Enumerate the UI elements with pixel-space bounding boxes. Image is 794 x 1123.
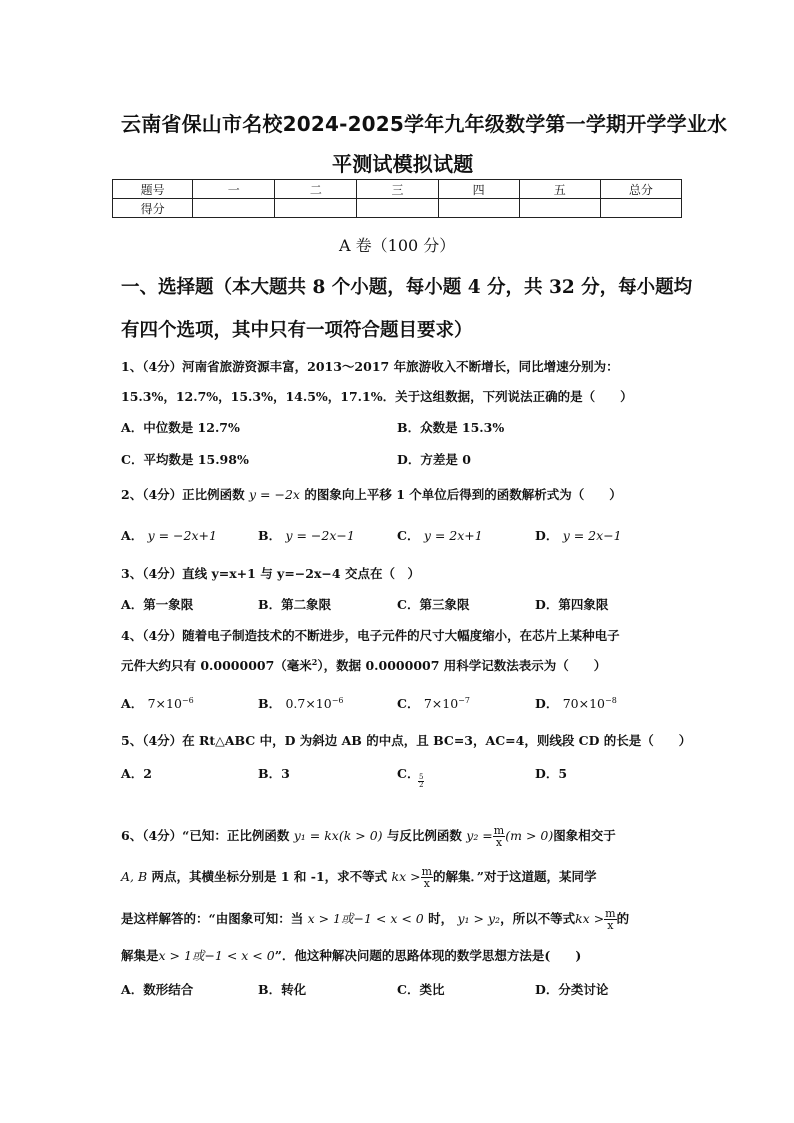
score-table-header-row bbox=[113, 180, 682, 199]
part1-heading-line2: 有四个选项，其中只有一项符合题目要求） bbox=[121, 320, 473, 341]
q4-option-d-base: 70×10 bbox=[562, 696, 605, 711]
q6-l1-b: 与反比例函数 bbox=[386, 828, 462, 843]
q4-option-b-exp: −6 bbox=[331, 695, 344, 705]
q4-option-c-exp: −7 bbox=[458, 695, 470, 705]
q6-frac2-den: x bbox=[423, 877, 430, 890]
score-input-cell[interactable] bbox=[193, 199, 275, 218]
q2-expression: y = −2x bbox=[249, 487, 300, 502]
q6-frac2-num: m bbox=[421, 865, 433, 878]
q6-y-compare: y₁ > y₂ bbox=[457, 911, 501, 926]
q4-option-c-label: C． bbox=[397, 696, 420, 711]
q4-option-d-exp: −8 bbox=[605, 695, 617, 705]
q6-l2-a: 两点，其横坐标分别是 1 和 -1，求不等式 bbox=[151, 869, 388, 884]
q6-l1-a: 6、（4分）“已知：正比例函数 bbox=[121, 828, 290, 843]
q6-option-d[interactable]: D．分类讨论 bbox=[535, 982, 609, 997]
q1-text-line1: 1、（4分）河南省旅游资源丰富，2013～2017 年旅游收入不断增长，同比增速分别为： bbox=[121, 359, 619, 374]
q5-option-a[interactable]: A．2 bbox=[121, 766, 152, 781]
q4-option-c[interactable] bbox=[397, 694, 470, 712]
q2-option-c-label: C． bbox=[397, 528, 420, 543]
q6-option-c[interactable]: C．类比 bbox=[397, 982, 445, 997]
q6-text-line4 bbox=[121, 946, 581, 964]
q4-option-d-label: D． bbox=[535, 696, 559, 711]
q5-option-d[interactable]: D．5 bbox=[535, 766, 568, 781]
q5-fraction-den: 2 bbox=[419, 781, 424, 789]
q6-text-line1 bbox=[121, 822, 616, 850]
q6-kx-1: kx > bbox=[391, 869, 421, 884]
q6-ab: A, B bbox=[121, 869, 148, 884]
q2-option-d-label: D． bbox=[535, 528, 559, 543]
q5-option-c[interactable]: C． bbox=[397, 766, 420, 781]
q6-l2-b: 的解集．”对于这道题，某同学 bbox=[433, 869, 597, 884]
score-input-cell[interactable] bbox=[357, 199, 438, 218]
q4-line2-a: 元件大约只有 0.0000007（毫米 bbox=[121, 658, 312, 673]
score-header-cell: 一 bbox=[193, 180, 275, 199]
q2-option-d-expr: y = 2x−1 bbox=[562, 528, 622, 543]
q4-text-line1: 4、（4分）随着电子制造技术的不断进步，电子元件的尺寸大幅度缩小，在芯片上某种电子 bbox=[121, 628, 620, 643]
score-input-cell[interactable] bbox=[275, 199, 357, 218]
q6-l3-d: 的 bbox=[616, 911, 630, 926]
score-header-cell: 四 bbox=[438, 180, 519, 199]
q6-l1-c: 图象相交于 bbox=[553, 828, 616, 843]
q2-option-a-expr: y = −2x+1 bbox=[147, 528, 217, 543]
score-header-cell: 题号 bbox=[113, 180, 193, 199]
q6-option-a[interactable]: A．数形结合 bbox=[121, 982, 194, 997]
q5-fraction-num: 5 bbox=[419, 773, 424, 781]
doc-title-line2: 平测试模拟试题 bbox=[332, 152, 474, 176]
q6-y1-expr: y₁ = kx(k > 0) bbox=[293, 828, 383, 843]
q2-option-c-expr: y = 2x+1 bbox=[423, 528, 483, 543]
q2-suffix: 的图象向上平移 1 个单位后得到的函数解析式为（ ） bbox=[304, 487, 622, 502]
q5-text: 5、（4分）在 Rt△ABC 中，D 为斜边 AB 的中点，且 BC=3，AC=4，则线段 CD 的长是（ ） bbox=[121, 733, 692, 748]
q1-option-b[interactable]: B．众数是 15.3% bbox=[397, 420, 505, 435]
score-input-cell[interactable] bbox=[600, 199, 681, 218]
score-header-cell: 二 bbox=[275, 180, 357, 199]
score-table-score-row bbox=[113, 199, 682, 218]
q6-l4-b: ”．他这种解决问题的思路体现的数学思想方法是( ) bbox=[274, 948, 582, 963]
q3-option-c[interactable]: C．第三象限 bbox=[397, 597, 470, 612]
q4-superscript: 2 bbox=[311, 656, 318, 667]
score-input-cell[interactable] bbox=[519, 199, 600, 218]
q4-option-b-base: 0.7×10 bbox=[285, 696, 332, 711]
q6-text-line3 bbox=[121, 905, 629, 933]
q6-solution: x > 1或−1 < x < 0 bbox=[158, 948, 275, 963]
q2-option-b-label: B． bbox=[258, 528, 282, 543]
q4-option-c-base: 7×10 bbox=[423, 696, 459, 711]
q6-frac3-num: m bbox=[605, 907, 616, 920]
q2-prefix: 2、（4分）正比例函数 bbox=[121, 487, 245, 502]
q2-option-b[interactable] bbox=[258, 526, 355, 544]
q6-frac1-num: m bbox=[493, 824, 505, 837]
q6-y2-expr: y₂ = bbox=[466, 828, 493, 843]
q6-fraction-2 bbox=[421, 866, 433, 889]
q6-kx-2: kx > bbox=[575, 911, 605, 926]
q3-option-a[interactable]: A．第一象限 bbox=[121, 597, 194, 612]
q4-line2-b: ），数据 0.0000007 用科学记数法表示为（ ） bbox=[317, 658, 607, 673]
q4-option-a-base: 7×10 bbox=[147, 696, 182, 711]
doc-title-line1: 云南省保山市名校2024-2025学年九年级数学第一学期开学学业水 bbox=[121, 112, 728, 136]
q6-fraction-1 bbox=[493, 825, 505, 848]
q3-text: 3、（4分）直线 y=x+1 与 y=−2x−4 交点在（ ） bbox=[121, 566, 420, 581]
q2-option-b-expr: y = −2x−1 bbox=[285, 528, 355, 543]
q6-l3-b: 时， bbox=[428, 911, 454, 926]
score-row-label: 得分 bbox=[113, 199, 193, 218]
q3-option-b[interactable]: B．第二象限 bbox=[258, 597, 332, 612]
q1-option-d[interactable]: D．方差是 0 bbox=[397, 452, 471, 467]
q1-option-c[interactable]: C．平均数是 15.98% bbox=[121, 452, 249, 467]
q1-text-line2: 15.3%，12.7%，15.3%，14.5%，17.1%．关于这组数据，下列说法正确的是（ ） bbox=[121, 389, 633, 404]
q6-frac3-den: x bbox=[607, 919, 614, 932]
q5-option-b[interactable]: B．3 bbox=[258, 766, 290, 781]
q2-option-a[interactable] bbox=[121, 526, 217, 544]
q4-option-b[interactable] bbox=[258, 694, 344, 712]
q6-fraction-3 bbox=[604, 908, 616, 931]
q4-option-a[interactable] bbox=[121, 694, 194, 712]
q4-option-b-label: B． bbox=[258, 696, 282, 711]
q6-l3-cond: x > 1或−1 < x < 0 bbox=[307, 911, 424, 926]
q3-option-d[interactable]: D．第四象限 bbox=[535, 597, 609, 612]
q2-option-c[interactable] bbox=[397, 526, 483, 544]
q1-option-a[interactable]: A．中位数是 12.7% bbox=[121, 420, 240, 435]
q4-option-d[interactable] bbox=[535, 694, 617, 712]
part1-heading-line1: 一、选择题（本大题共 8 个小题，每小题 4 分，共 32 分，每小题均 bbox=[121, 277, 693, 298]
q4-option-a-exp: −6 bbox=[181, 695, 194, 705]
section-a-heading: A 卷（100 分） bbox=[339, 236, 456, 255]
q6-text-line2 bbox=[121, 863, 597, 891]
q6-frac1-den: x bbox=[495, 836, 503, 849]
score-input-cell[interactable] bbox=[438, 199, 519, 218]
q6-l4-a: 解集是 bbox=[121, 948, 159, 963]
score-header-cell: 五 bbox=[519, 180, 600, 199]
q6-cond: (m > 0) bbox=[505, 828, 554, 843]
q4-option-a-label: A． bbox=[121, 696, 144, 711]
q4-text-line2 bbox=[121, 656, 606, 674]
q2-option-d[interactable] bbox=[535, 526, 622, 544]
q2-text bbox=[121, 485, 622, 503]
q6-option-b[interactable]: B．转化 bbox=[258, 982, 307, 997]
q2-option-a-label: A． bbox=[121, 528, 144, 543]
score-header-cell: 三 bbox=[357, 180, 438, 199]
q6-l3-a: 是这样解答的：“由图象可知：当 bbox=[121, 911, 304, 926]
score-table bbox=[112, 179, 682, 218]
q6-l3-c: ，所以不等式 bbox=[500, 911, 576, 926]
score-header-cell: 总分 bbox=[600, 180, 681, 199]
q5-option-c-fraction bbox=[418, 774, 424, 789]
